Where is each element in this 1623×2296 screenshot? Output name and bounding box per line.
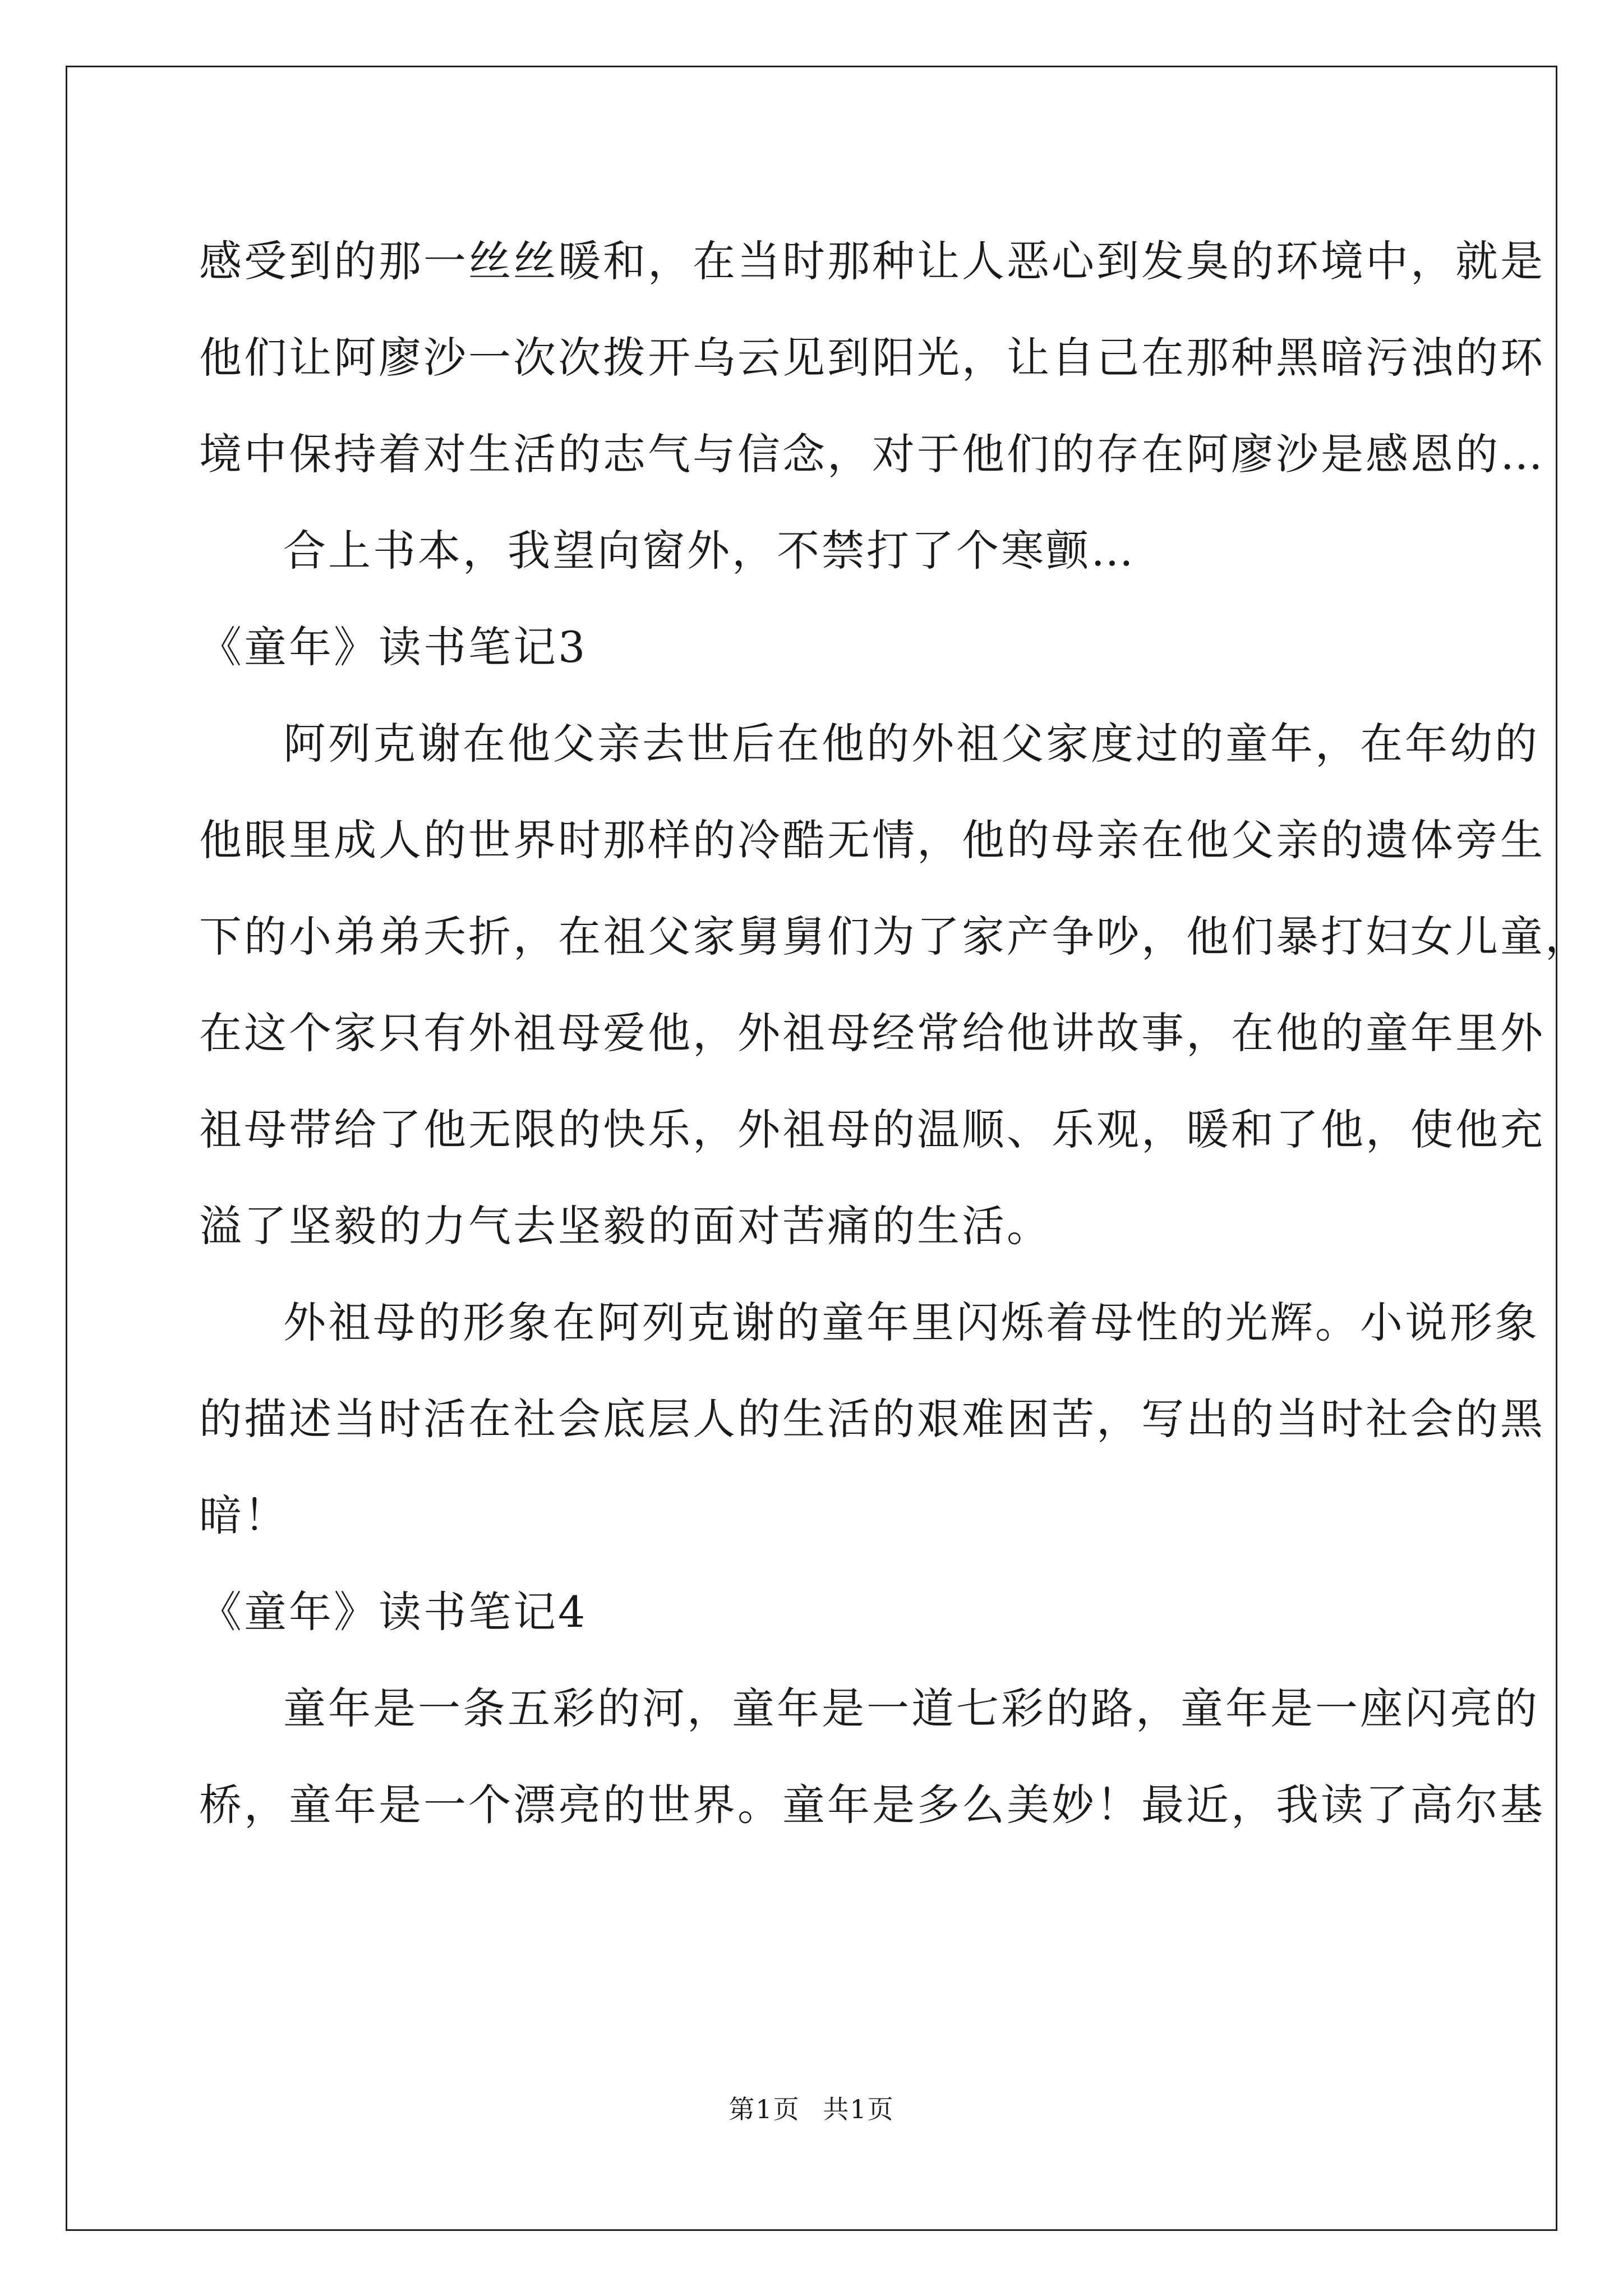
paragraph-line: 桥，童年是一个漂亮的世界。童年是多么美妙！最近，我读了高尔基	[199, 1780, 1545, 1830]
paragraph-line: 外祖母的形象在阿列克谢的童年里闪烁着母性的光辉。小说形象	[283, 1297, 1539, 1347]
paragraph-line: 阿列克谢在他父亲去世后在他的外祖父家度过的童年，在年幼的	[283, 719, 1539, 769]
paragraph-line: 合上书本，我望向窗外，不禁打了个寒颤…	[283, 526, 1136, 576]
paragraph-line: 的描述当时活在社会底层人的生活的艰难困苦，写出的当时社会的黑	[199, 1394, 1545, 1444]
paragraph-line: 童年是一条五彩的河，童年是一道七彩的路，童年是一座闪亮的	[283, 1683, 1539, 1733]
page-footer	[0, 2092, 1623, 2126]
paragraph-line: 暗！	[199, 1490, 289, 1540]
paragraph-line: 在这个家只有外祖母爱他，外祖母经常给他讲故事，在他的童年里外	[199, 1008, 1545, 1058]
paragraph-line: 溢了坚毅的力气去坚毅的面对苦痛的生活。	[199, 1201, 1052, 1251]
document-body	[199, 213, 1590, 1853]
page-total: 共1页	[823, 2094, 895, 2124]
paragraph-line: 他眼里成人的世界时那样的冷酷无情，他的母亲在他父亲的遗体旁生	[199, 815, 1545, 865]
paragraph-line: 感受到的那一丝丝暖和，在当时那种让人恶心到发臭的环境中，就是	[199, 236, 1545, 286]
section-heading: 《童年》读书笔记4	[199, 1587, 588, 1637]
page-number: 第1页	[728, 2094, 800, 2124]
section-heading: 《童年》读书笔记3	[199, 622, 588, 672]
paragraph-line: 他们让阿廖沙一次次拨开乌云见到阳光，让自己在那种黑暗污浊的环	[199, 333, 1545, 383]
paragraph-line: 下的小弟弟夭折，在祖父家舅舅们为了家产争吵，他们暴打妇女儿童，	[199, 912, 1590, 961]
paragraph-line: 境中保持着对生活的志气与信念，对于他们的存在阿廖沙是感恩的…	[199, 429, 1545, 479]
paragraph-line: 祖母带给了他无限的快乐，外祖母的温顺、乐观，暖和了他，使他充	[199, 1105, 1545, 1154]
